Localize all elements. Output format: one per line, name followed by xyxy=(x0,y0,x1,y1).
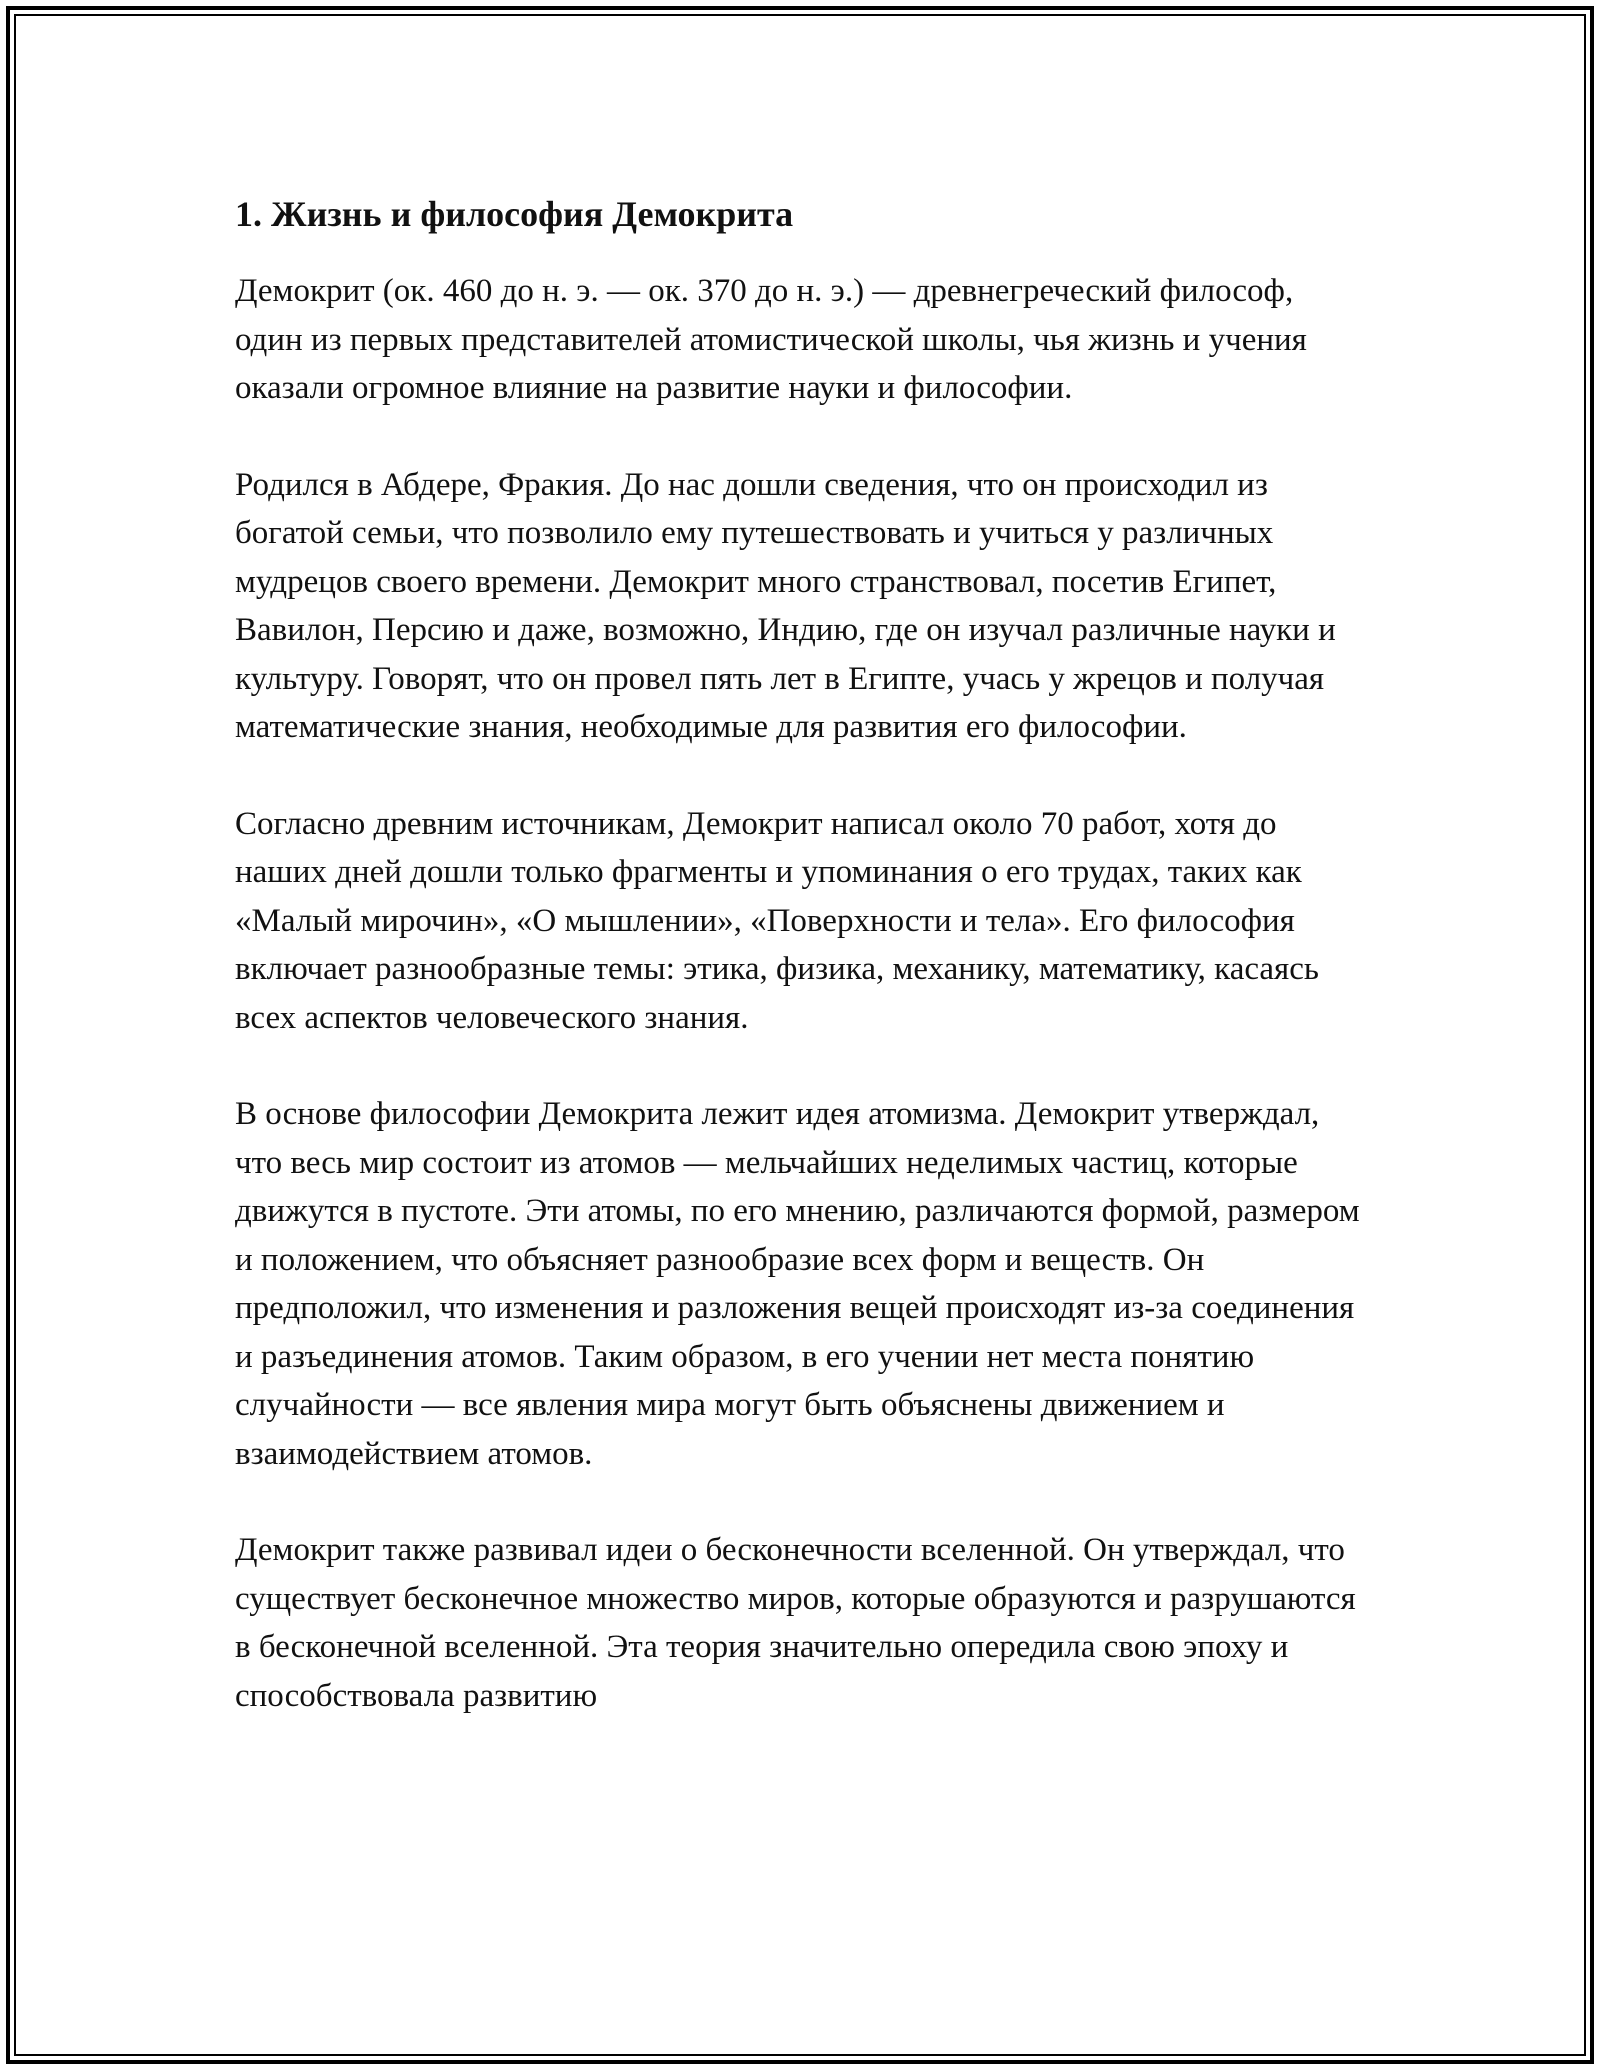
paragraph-infinity: Демокрит также развивал идеи о бесконечности вселенной. Он утверждал, что существует бесконечное множество миров, которые образуются и разрушаются в бесконечной вселенной. Эта теория значительно опередила свою эпоху и способствовала развитию xyxy=(235,1532,1356,1714)
paragraph-works: Согласно древним источникам, Демокрит написал около 70 работ, хотя до наших дней дошли только фрагменты и упоминания о его трудах, таких как «Малый мирочин», «О мышлении», «Поверхности и тела». Его философия включает разнообразные темы: этика, физика, механику, математику, касаясь всех аспектов человеческого знания. xyxy=(235,805,1319,1036)
paragraph-atomism: В основе философии Демокрита лежит идея атомизма. Демокрит утверждал, что весь мир состоит из атомов — мельчайших неделимых частиц, которые движутся в пустоте. Эти атомы, по его мнению, различаются формой, размером и положением, что объясняет разнообразие всех форм и веществ. Он предположил, что изменения и разложения вещей происходят из-за соединения и разъединения атомов. Таким образом, в его учении нет места понятию случайности — все явления мира могут быть объяснены движением и взаимодействием атомов. xyxy=(235,1096,1360,1472)
paragraph-biography: Родился в Абдере, Фракия. До нас дошли сведения, что он происходил из богатой семьи, что позволило ему путешествовать и учиться у различных мудрецов своего времени. Демокрит много странствовал, посетив Египет, Вавилон, Персию и даже, возможно, Индию, где он изучал различные науки и культуру. Говорят, что он провел пять лет в Египте, учась у жрецов и получая математические знания, необходимые для развития его философии. xyxy=(235,466,1336,745)
section-heading: 1. Жизнь и философия Демокрита xyxy=(235,194,794,234)
document-body xyxy=(235,186,1365,1768)
paragraph-intro: Демокрит (ок. 460 до н. э. — ок. 370 до н. э.) — древнегреческий философ, один из первых представителей атомистической школы, чья жизнь и учения оказали огромное влияние на развитие науки и философии. xyxy=(235,273,1307,406)
